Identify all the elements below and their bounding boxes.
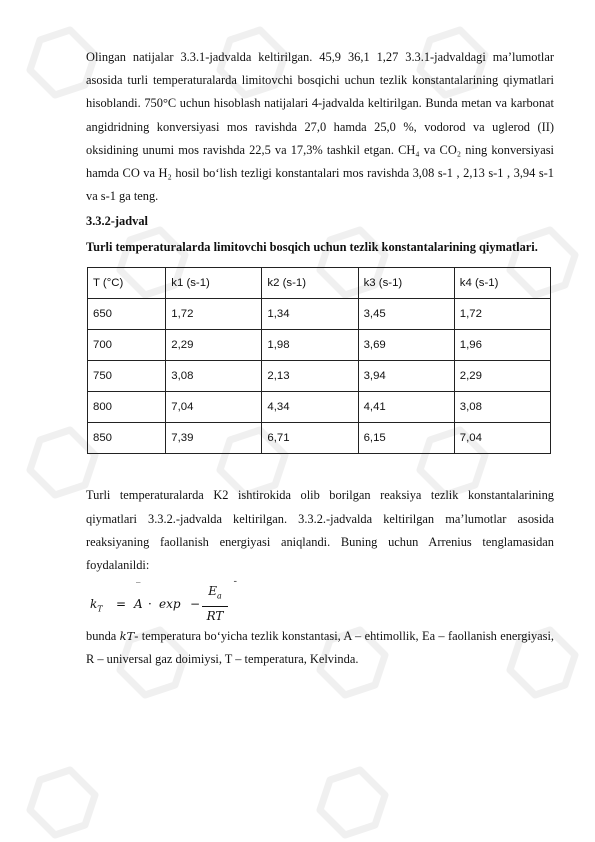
table-cell: 1,34: [262, 299, 358, 330]
table-row: [88, 361, 551, 392]
table-cell: 6,15: [358, 423, 454, 454]
table-cell: 650: [88, 299, 166, 330]
formula-lhs: $k_T$: [90, 597, 103, 614]
table-row: [88, 299, 551, 330]
arrhenius-paragraph: Turli temperaturalarda K2 ishtirokida olib borilgan reaksiya tezlik konstantalarining qiymatlari 3.3.2.-jadvalda keltirilgan. 3.3.2.-jadvalda keltirilgan ma’lumotlar asosida reaksiyaning faollanish energiyasi aniqlandi. Buning uchun Arrenius tenglamasidan foydalanildi:: [86, 488, 554, 573]
table-cell: 2,29: [454, 361, 550, 392]
table-row: [88, 330, 551, 361]
table-row: [88, 423, 551, 454]
table-cell: 7,39: [166, 423, 262, 454]
header-cell: k3 (s-1): [358, 268, 454, 299]
table-cell: 750: [88, 361, 166, 392]
table-cell: 7,04: [166, 392, 262, 423]
table-cell: 4,41: [358, 392, 454, 423]
table-cell: 1,98: [262, 330, 358, 361]
table-cell: 6,71: [262, 423, 358, 454]
kt-symbol: kT: [119, 629, 135, 644]
formula-tick: ˉ: [233, 581, 238, 592]
formula-fraction: [202, 583, 228, 623]
table-cell: 3,69: [358, 330, 454, 361]
table-number: 3.3.2-jadval: [86, 214, 148, 229]
table-cell: 2,13: [262, 361, 358, 392]
fraction-line: [202, 606, 228, 607]
formula-exp: exp: [159, 597, 181, 612]
formula-equals: =: [116, 597, 127, 612]
intro-paragraph: Olingan natijalar 3.3.1-jadvalda keltirilgan. 45,9 36,1 1,27 3.3.1-jadvaldagi ma’lumotlar asosida turli temperaturalarda limitovchi bosqichi uchun tezlik konstantalarining qiymatlari hisoblandi. 750°C uchun hisoblash natijalari 4-jadvalda keltirilgan. Bunda metan va karbonat angidridning konversiyasi mos ravishda 27,0 hamda 25,0 %, vodorod va uglerod (II) oksidining unumi mos ravishda 22,5 va 17,3% tashkil etgan. CH₄ va CO₂ ning konversiyasi hamda CO va H₂ hosil bo‘lish tezligi konstantalari mos ravishda 3,08 s-1 , 2,13 s-1 , 3,94 s-1 va s-1 ga teng.: [86, 50, 554, 204]
table-row: [88, 392, 551, 423]
table-cell: 2,29: [166, 330, 262, 361]
formula-minus: −: [190, 597, 201, 612]
table-cell: 7,04: [454, 423, 550, 454]
table-cell: 4,34: [262, 392, 358, 423]
table-cell: 3,08: [454, 392, 550, 423]
formula-dot: ·: [148, 597, 152, 612]
fraction-numerator: $E_a$: [208, 584, 222, 601]
arrhenius-formula: [86, 579, 554, 625]
header-cell: T (°C): [88, 268, 166, 299]
table-cell: 3,08: [166, 361, 262, 392]
table-cell: 3,94: [358, 361, 454, 392]
header-cell: k1 (s-1): [166, 268, 262, 299]
formula-A: A: [134, 597, 143, 612]
table-cell: 850: [88, 423, 166, 454]
table-header-row: [88, 268, 551, 299]
document-page: [86, 46, 554, 672]
closing-paragraph: bunda kT- temperatura bo‘yicha tezlik konstantasi, A – ehtimollik, Ea – faollanish energiyasi, R – universal gaz doimiysi, T – temperatura, Kelvinda.: [86, 629, 554, 667]
fraction-denominator: RT: [206, 608, 224, 623]
table-cell: 1,96: [454, 330, 550, 361]
header-cell: k4 (s-1): [454, 268, 550, 299]
header-cell: k2 (s-1): [262, 268, 358, 299]
rate-constants-table: [87, 267, 551, 454]
table-cell: 3,45: [358, 299, 454, 330]
table-cell: 1,72: [454, 299, 550, 330]
formula-overbar: ‾: [136, 582, 141, 593]
table-caption: Turli temperaturalarda limitovchi bosqich uchun tezlik konstantalarining qiymatlari.: [86, 240, 538, 255]
table-cell: 800: [88, 392, 166, 423]
table-cell: 700: [88, 330, 166, 361]
table-cell: 1,72: [166, 299, 262, 330]
